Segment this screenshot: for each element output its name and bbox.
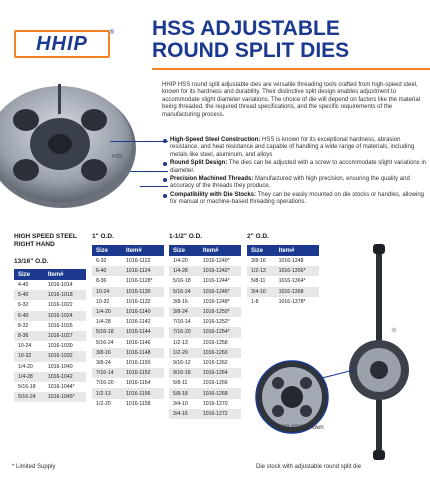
size-cell: 1/4-20 xyxy=(92,307,123,317)
size-cell: 5/16-18 xyxy=(14,382,45,392)
size-cell: 5/16-18 xyxy=(92,327,123,337)
item-cell: 1016-1152 xyxy=(123,368,164,378)
table-row xyxy=(92,399,164,409)
footnote: * Limited Supply xyxy=(12,464,56,470)
table-row xyxy=(14,351,86,361)
item-cell: 1016-1024 xyxy=(45,311,86,321)
table-row xyxy=(169,409,241,419)
item-cell: 1016-1140 xyxy=(123,307,164,317)
table-row xyxy=(169,307,241,317)
table-row xyxy=(92,368,164,378)
item-cell: 1016-1026 xyxy=(45,321,86,331)
size-cell: 1/2-20 xyxy=(169,348,200,358)
size-cell: 1/2-13 xyxy=(169,338,200,348)
item-cell: 1016-1270 xyxy=(200,399,241,409)
item-cell: 1016-1262 xyxy=(200,358,241,368)
size-cell: 5/16-24 xyxy=(169,287,200,297)
col-header-size: Size xyxy=(92,245,123,256)
size-cell: 1/4-28 xyxy=(169,266,200,276)
table-row xyxy=(92,307,164,317)
feature-text: The dies can be adjusted with a screw to accommodate slight variations in diameter. xyxy=(170,160,426,174)
size-cell: 7/16-20 xyxy=(92,378,123,388)
table-row xyxy=(92,358,164,368)
feature-item xyxy=(170,137,426,159)
item-cell: 1016-1356* xyxy=(276,266,319,276)
size-cell: 10-32 xyxy=(14,351,45,361)
item-cell: 1016-1240* xyxy=(200,256,241,266)
item-cell: 1016-1156 xyxy=(123,388,164,398)
size-cell: 3/8-24 xyxy=(92,358,123,368)
feature-text: Manufactured with high precision, ensuring the quality and accuracy of the threads they produce. xyxy=(170,176,410,190)
size-cell: 3/8-16 xyxy=(92,348,123,358)
table-row xyxy=(169,276,241,286)
size-cell: 3/4-10 xyxy=(247,287,276,297)
size-cell: 5/8-11 xyxy=(247,276,276,286)
col-header-size: Size xyxy=(169,245,200,256)
item-cell: 1016-1027 xyxy=(45,331,86,341)
table-row xyxy=(169,256,241,266)
size-cell: 3/8-16 xyxy=(169,297,200,307)
table-row xyxy=(169,388,241,398)
item-cell: 1016-1368 xyxy=(276,287,319,297)
table-row xyxy=(92,317,164,327)
item-cell: 1016-1250* xyxy=(200,307,241,317)
item-cell: 1016-1268 xyxy=(200,388,241,398)
size-cell: 6-40 xyxy=(92,266,123,276)
svg-text:HSS: HSS xyxy=(112,154,123,160)
table-header-row xyxy=(92,245,164,256)
size-cell: 8-36 xyxy=(92,276,123,286)
logo-text: HHIP xyxy=(36,32,88,55)
registered-mark: ® xyxy=(109,30,114,36)
item-cell: 1016-1018 xyxy=(45,290,86,300)
item-cell: 1016-1242* xyxy=(200,266,241,276)
table-row xyxy=(14,362,86,372)
size-cell: 1/2-13 xyxy=(247,266,276,276)
size-cell: 1/4-28 xyxy=(92,317,123,327)
col-header-size: Size xyxy=(247,245,276,256)
item-cell: 1016-1044* xyxy=(45,382,86,392)
item-cell: 1016-1254* xyxy=(200,327,241,337)
table-row xyxy=(92,256,164,266)
section-title: HIGH SPEED STEEL RIGHT HAND xyxy=(14,233,77,248)
table-row xyxy=(169,297,241,307)
item-cell: 1016-1144 xyxy=(123,327,164,337)
table-row xyxy=(14,382,86,392)
item-cell: 1016-1348 xyxy=(276,256,319,266)
shown-label: 3900-0226 shown xyxy=(276,425,324,431)
table-row xyxy=(14,311,86,321)
size-cell: 6-32 xyxy=(92,256,123,266)
feature-item xyxy=(170,160,426,175)
item-cell: 1016-1364* xyxy=(276,276,319,286)
table-header-row xyxy=(169,245,241,256)
size-cell: 5/16-18 xyxy=(169,276,200,286)
table-row xyxy=(169,358,241,368)
table-row xyxy=(169,287,241,297)
size-cell: 4-40 xyxy=(14,280,45,290)
image-caption: Die stock with adjustable round split die xyxy=(256,464,362,470)
size-cell: 6-32 xyxy=(14,300,45,310)
table-row xyxy=(14,341,86,351)
item-cell: 1016-1258 xyxy=(200,338,241,348)
callout-line xyxy=(130,171,168,172)
table-row xyxy=(169,327,241,337)
size-cell: 9/16-18 xyxy=(169,368,200,378)
die-table-13-16 xyxy=(14,269,86,402)
table-header-row xyxy=(14,269,86,280)
item-cell: 1016-1272 xyxy=(200,409,241,419)
table-row xyxy=(14,300,86,310)
table-row xyxy=(14,290,86,300)
item-cell: 1016-1148 xyxy=(123,348,164,358)
size-cell: 5/8-18 xyxy=(169,388,200,398)
die-table-1-1-2 xyxy=(169,245,241,419)
feature-label: Precision Machined Threads: xyxy=(170,176,254,183)
size-cell: 5/16-24 xyxy=(92,338,123,348)
item-cell: 1016-1378* xyxy=(276,297,319,307)
size-cell: 1/4-20 xyxy=(169,256,200,266)
round-split-die-image xyxy=(0,80,160,210)
size-cell: 6-40 xyxy=(14,311,45,321)
item-cell: 1016-1040 xyxy=(45,362,86,372)
table-row xyxy=(169,368,241,378)
item-cell: 1016-1132 xyxy=(123,297,164,307)
table-row xyxy=(92,378,164,388)
table-row xyxy=(14,372,86,382)
col-header-item: Item# xyxy=(45,269,86,280)
col-header-item: Item# xyxy=(123,245,164,256)
size-cell: 5-40 xyxy=(14,290,45,300)
item-cell: 1016-1124 xyxy=(123,266,164,276)
col-header-item: Item# xyxy=(276,245,319,256)
table-row xyxy=(169,399,241,409)
item-cell: 1016-1122 xyxy=(123,256,164,266)
item-cell: 1016-1042 xyxy=(45,372,86,382)
callout-line xyxy=(110,141,168,142)
item-cell: 1016-1248* xyxy=(200,297,241,307)
feature-list xyxy=(170,137,426,208)
feature-label: Compatibility with Die Stocks: xyxy=(170,191,257,198)
col-header-item: Item# xyxy=(200,245,241,256)
size-cell: 10-24 xyxy=(14,341,45,351)
table-row xyxy=(92,388,164,398)
title-underline xyxy=(152,68,430,70)
size-cell: 8-32 xyxy=(14,321,45,331)
group-title: 1-1/2" O.D. xyxy=(169,233,203,240)
table-row xyxy=(92,266,164,276)
table-row xyxy=(14,280,86,290)
feature-label: Round Split Design: xyxy=(170,160,228,167)
item-cell: 1016-1032 xyxy=(45,351,86,361)
size-cell: 1-8 xyxy=(247,297,276,307)
feature-item xyxy=(170,176,426,191)
table-row xyxy=(169,317,241,327)
feature-label: High-Speed Steel Construction: xyxy=(170,137,261,143)
item-cell: 1016-1014 xyxy=(45,280,86,290)
col-header-size: Size xyxy=(14,269,45,280)
group-title: 13/16" O.D. xyxy=(14,258,49,265)
item-cell: 1016-1128* xyxy=(123,276,164,286)
group-title: 2" O.D. xyxy=(247,233,269,240)
table-row xyxy=(169,266,241,276)
size-cell: 5/8-11 xyxy=(169,378,200,388)
item-cell: 1016-1252* xyxy=(200,317,241,327)
page-title: HSS ADJUSTABLE ROUND SPLIT DIES xyxy=(152,17,350,62)
item-cell: 1016-1030 xyxy=(45,341,86,351)
size-cell: 10-32 xyxy=(92,297,123,307)
table-row xyxy=(14,331,86,341)
size-cell: 3/4-10 xyxy=(169,399,200,409)
table-row xyxy=(14,321,86,331)
feature-text: HSS is known for its exceptional hardness, abrasion resistance, and heat resistance and capable of handling a wide range of materials, including metals like steel, aluminum, and alloys xyxy=(170,137,415,158)
table-row xyxy=(169,348,241,358)
item-cell: 1016-1146 xyxy=(123,338,164,348)
item-cell: 1016-1264 xyxy=(200,368,241,378)
table-row xyxy=(169,378,241,388)
size-cell: 7/16-14 xyxy=(92,368,123,378)
item-cell: 1016-1246* xyxy=(200,287,241,297)
item-cell: 1016-1150 xyxy=(123,358,164,368)
table-row xyxy=(92,348,164,358)
item-cell: 1016-1142 xyxy=(123,317,164,327)
size-cell: 8-36 xyxy=(14,331,45,341)
item-cell: 1016-1130 xyxy=(123,287,164,297)
size-cell: 10-24 xyxy=(92,287,123,297)
table-row xyxy=(92,338,164,348)
feature-item xyxy=(170,192,426,207)
hhip-logo xyxy=(14,30,114,58)
size-cell: 1/2-20 xyxy=(92,399,123,409)
intro-paragraph: HHIP HSS round split adjustable dies are versatile threading tools crafted from high-speed steel, known for its hardness and durability. Their distinctive split design enables adjustment to accommodate slight diameter variations. The choice of die will depend on factors like the material being threaded, the required thread specifications, and the specific requirements of the manufacturing process. xyxy=(162,82,421,118)
size-cell: 3/4-16 xyxy=(169,409,200,419)
feature-text: They can be easily mounted on die stocks or handles, allowing for manual or machine-based threading operations. xyxy=(170,191,425,206)
table-row xyxy=(14,392,86,402)
table-row xyxy=(92,287,164,297)
size-cell: 1/4-20 xyxy=(14,362,45,372)
item-cell: 1016-1244* xyxy=(200,276,241,286)
item-cell: 1016-1266 xyxy=(200,378,241,388)
size-cell: 7/16-14 xyxy=(169,317,200,327)
size-cell: 1/2-13 xyxy=(92,388,123,398)
table-row xyxy=(169,338,241,348)
item-cell: 1016-1158 xyxy=(123,399,164,409)
item-cell: 1016-1045* xyxy=(45,392,86,402)
table-row xyxy=(92,276,164,286)
size-cell: 5/16-24 xyxy=(14,392,45,402)
item-cell: 1016-1260 xyxy=(200,348,241,358)
die-table-1 xyxy=(92,245,164,409)
size-cell: 9/16-12 xyxy=(169,358,200,368)
size-cell: 7/16-20 xyxy=(169,327,200,337)
callout-line xyxy=(140,186,168,187)
item-cell: 1016-1022 xyxy=(45,300,86,310)
item-cell: 1016-1154 xyxy=(123,378,164,388)
table-row xyxy=(92,297,164,307)
table-row xyxy=(92,327,164,337)
size-cell: 3/8-16 xyxy=(247,256,276,266)
size-cell: 3/8-24 xyxy=(169,307,200,317)
group-title: 1" O.D. xyxy=(92,233,114,240)
size-cell: 1/4-28 xyxy=(14,372,45,382)
